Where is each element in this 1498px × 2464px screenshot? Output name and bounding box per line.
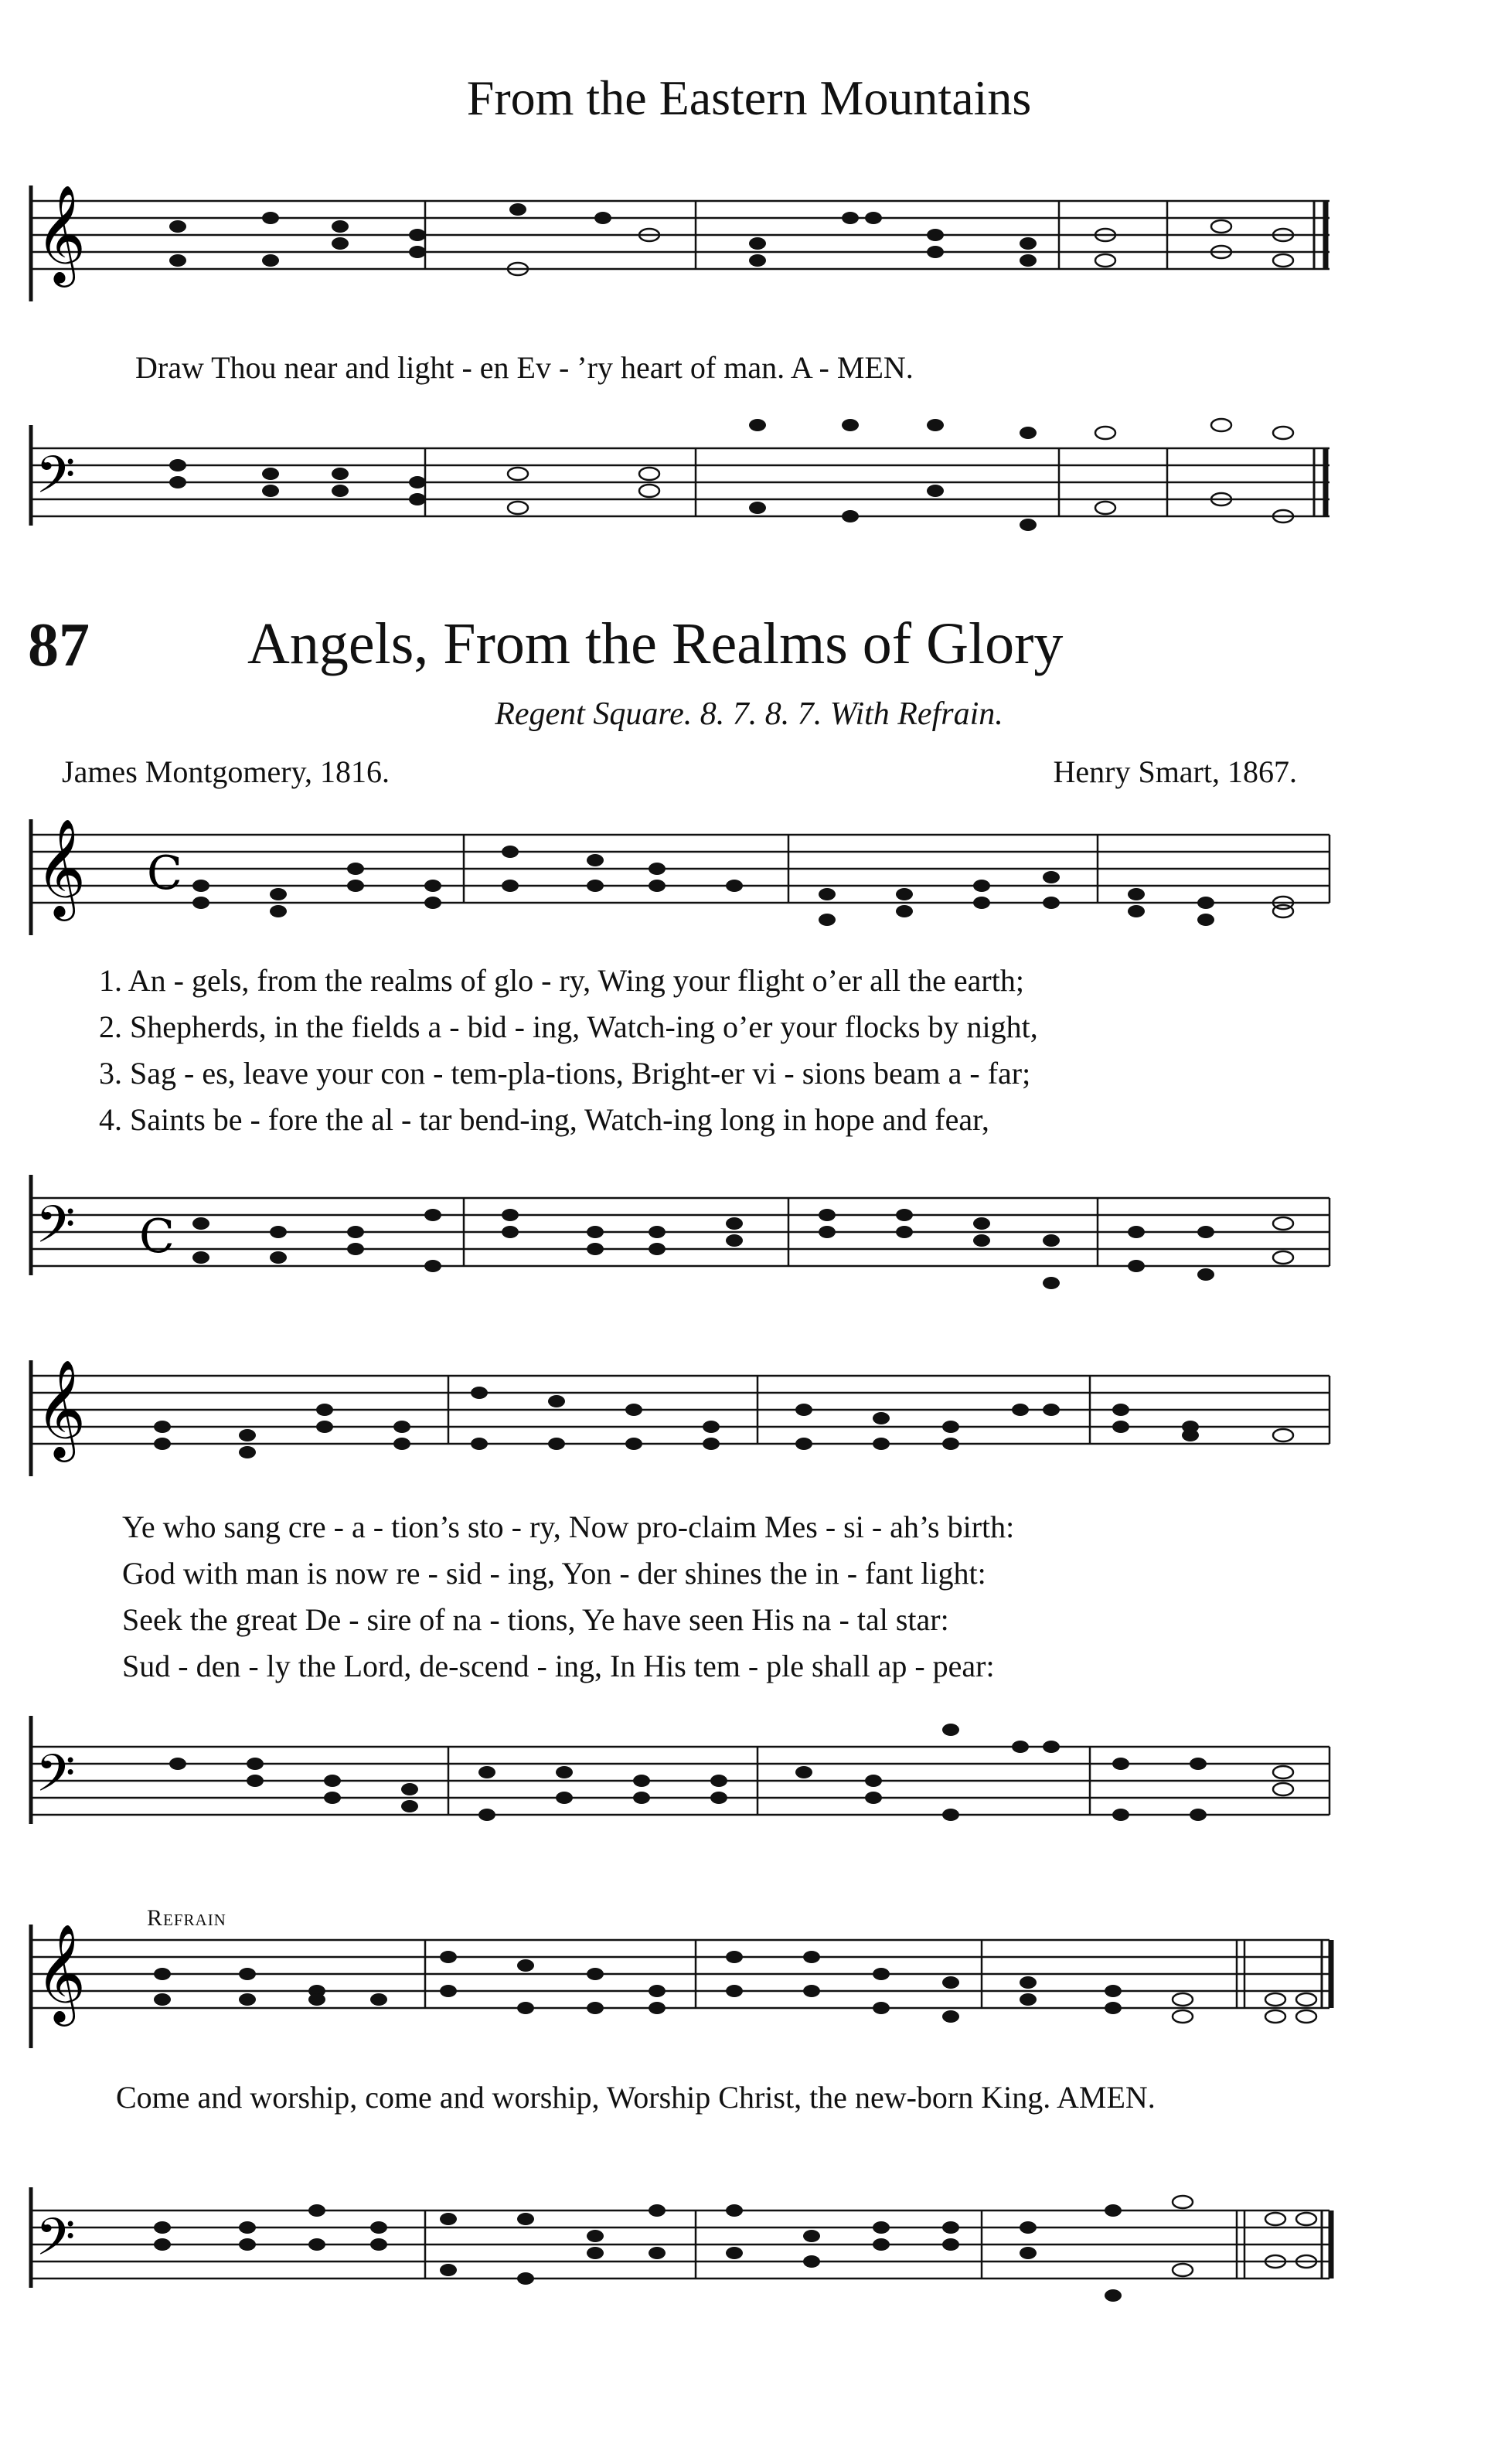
svg-text:C: C xyxy=(147,846,182,900)
svg-text:𝄞: 𝄞 xyxy=(36,819,87,917)
music-system-2-bass xyxy=(15,1700,1345,1855)
author: James Montgomery, 1816. xyxy=(62,754,390,789)
svg-text:𝄢: 𝄢 xyxy=(36,1195,76,1267)
music-system-3-bass xyxy=(15,2141,1345,2342)
verse-3-line-1: 3. Sag - es, leave your con - tem-pla-tions, Bright-er vi - sions beam a - far; xyxy=(99,1056,1031,1091)
svg-text:𝄞: 𝄞 xyxy=(36,1925,87,2022)
hymn-number: 87 xyxy=(28,611,90,679)
composer: Henry Smart, 1867. xyxy=(1053,754,1297,789)
previous-hymn-title: From the Eastern Mountains xyxy=(466,70,1032,125)
verse-1-line-2: Ye who sang cre - a - tion’s sto - ry, Now pro-claim Mes - si - ah’s birth: xyxy=(122,1509,1015,1544)
music-system-previous-bass xyxy=(15,417,1345,556)
music-system-2-treble xyxy=(15,1360,1345,1484)
svg-text:𝄞: 𝄞 xyxy=(36,184,87,283)
music-system-1-bass xyxy=(15,1167,1345,1306)
refrain-lyric: Come and worship, come and worship, Worship Christ, the new-born King. AMEN. xyxy=(116,2080,1156,2115)
svg-text:𝄞: 𝄞 xyxy=(36,1360,87,1458)
verse-4-line-1: 4. Saints be - fore the al - tar bend-ing, Watch-ing long in hope and fear, xyxy=(99,1102,989,1137)
svg-text:𝄢: 𝄢 xyxy=(36,445,76,517)
previous-hymn-lyric: Draw Thou near and light - en Ev - ’ry heart of man. A - MEN. xyxy=(135,350,914,385)
verse-1-line-1: 1. An - gels, from the realms of glo - ry, Wing your flight o’er all the earth; xyxy=(99,963,1024,998)
refrain-label: Refrain xyxy=(147,1905,226,1931)
tune-name: Regent Square. 8. 7. 8. 7. With Refrain. xyxy=(495,696,1003,732)
music-system-previous-treble xyxy=(15,178,1345,317)
svg-text:𝄢: 𝄢 xyxy=(36,2207,76,2279)
verse-2-line-1: 2. Shepherds, in the fields a - bid - ing, Watch-ing o’er your flocks by night, xyxy=(99,1009,1038,1044)
svg-text:C: C xyxy=(139,1210,175,1264)
music-system-3-treble xyxy=(15,1925,1345,2056)
hymn-title: Angels, From the Realms of Glory xyxy=(247,611,1064,676)
svg-text:𝄢: 𝄢 xyxy=(36,1744,76,1816)
music-system-1-treble xyxy=(15,819,1345,951)
verse-4-line-2: Sud - den - ly the Lord, de-scend - ing, In His tem - ple shall ap - pear: xyxy=(122,1649,995,1683)
verse-3-line-2: Seek the great De - sire of na - tions, Ye have seen His na - tal star: xyxy=(122,1602,949,1637)
verse-2-line-2: God with man is now re - sid - ing, Yon - der shines the in - fant light: xyxy=(122,1556,986,1591)
